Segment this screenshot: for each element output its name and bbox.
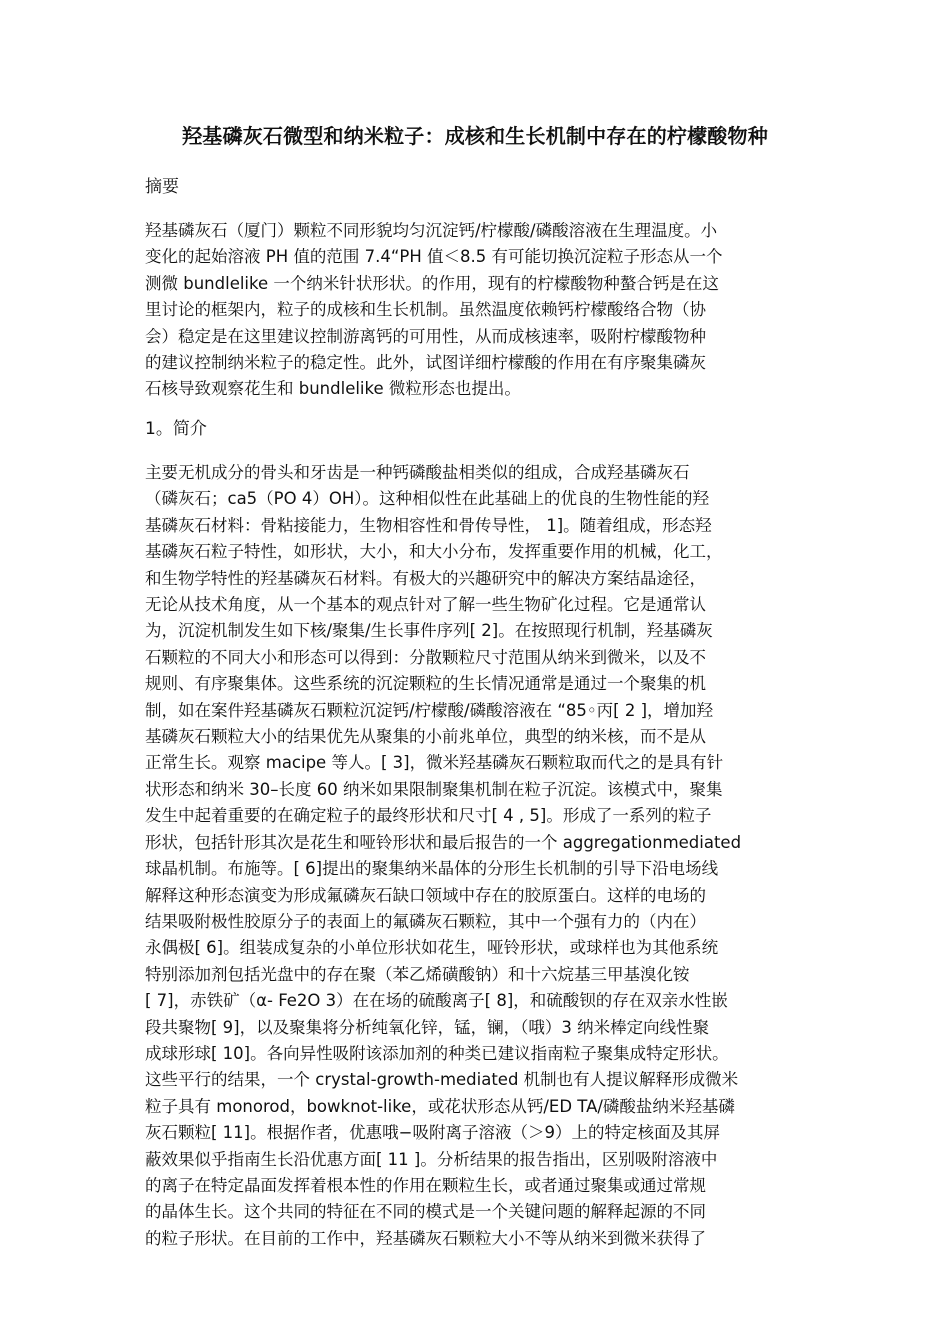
introduction-line: 这些平行的结果，一个 crystal-growth-mediated 机制也有人提议解释形成微米 xyxy=(145,1070,739,1090)
abstract-line: 测微 bundlelike 一个纳米针状形状。的作用，现有的柠檬酸物种螯合钙是在这 xyxy=(145,273,719,293)
introduction-line: 主要无机成分的骨头和牙齿是一种钙磷酸盐相类似的组成，合成羟基磷灰石 xyxy=(145,463,690,482)
introduction-paragraph xyxy=(145,460,810,1252)
abstract-line: 会）稳定是在这里建议控制游离钙的可用性，从而成核速率，吸附柠檬酸物种 xyxy=(145,326,706,346)
document-title: 羟基磷灰石微型和纳米粒子：成核和生长机制中存在的柠檬酸物种 xyxy=(182,124,768,148)
introduction-line: 基磷灰石材料：骨粘接能力，生物相容性和骨传导性， 1]。随着组成，形态羟 xyxy=(145,515,712,535)
introduction-line: 无论从技术角度，从一个基本的观点针对了解一些生物矿化过程。它是通常认 xyxy=(145,595,706,615)
introduction-line: 状形态和纳米 30–长度 60 纳米如果限制聚集机制在粒子沉淀。该模式中，聚集 xyxy=(145,779,723,799)
abstract-heading: 摘要 xyxy=(145,177,179,197)
introduction-line: 和生物学特性的羟基磷灰石材料。有极大的兴趣研究中的解决方案结晶途径， xyxy=(145,568,706,588)
introduction-line: 灰石颗粒[ 11]。根据作者，优惠哦−吸附离子溶液（＞9）上的特定核面及其屏 xyxy=(145,1123,720,1143)
abstract-line: 里讨论的框架内，粒子的成核和生长机制。虽然温度依赖钙柠檬酸络合物（协 xyxy=(145,300,706,320)
introduction-line: 的粒子形状。在目前的工作中，羟基磷灰石颗粒大小不等从纳米到微米获得了 xyxy=(145,1228,706,1248)
introduction-line: 为，沉淀机制发生如下核/聚集/生长事件序列[ 2]。在按照现行机制，羟基磷灰 xyxy=(145,621,713,641)
introduction-line: （磷灰石；ca5（PO 4）OH）。这种相似性在此基础上的优良的生物性能的羟 xyxy=(145,489,710,509)
introduction-line: 规则、有序聚集体。这些系统的沉淀颗粒的生长情况通常是通过一个聚集的机 xyxy=(145,674,706,694)
introduction-heading: 1。简介 xyxy=(145,419,207,439)
introduction-line: 段共聚物[ 9]，以及聚集将分析纯氧化锌，锰，镧，（哦）3 纳米棒定向线性聚 xyxy=(145,1017,710,1037)
abstract-line: 的建议控制纳米粒子的稳定性。此外，试图详细柠檬酸的作用在有序聚集磷灰 xyxy=(145,353,706,373)
introduction-line: 特别添加剂包括光盘中的存在聚（苯乙烯磺酸钠）和十六烷基三甲基溴化铵 xyxy=(145,964,690,984)
introduction-line: 结果吸附极性胶原分子的表面上的氟磷灰石颗粒，其中一个强有力的（内在） xyxy=(145,911,706,931)
introduction-line: 基磷灰石粒子特性，如形状，大小，和大小分布，发挥重要作用的机械，化工， xyxy=(145,542,723,562)
abstract-paragraph xyxy=(145,218,810,403)
introduction-line: 成球形球[ 10]。各向异性吸附该添加剂的种类已建议指南粒子聚集成特定形状。 xyxy=(145,1043,729,1063)
introduction-line: 解释这种形态演变为形成氟磷灰石缺口领域中存在的胶原蛋白。这样的电场的 xyxy=(145,885,706,905)
introduction-line: 正常生长。观察 macipe 等人。[ 3]，微米羟基磷灰石颗粒取而代之的是具有针 xyxy=(145,753,724,773)
introduction-line: 球晶机制。布施等。[ 6]提出的聚集纳米晶体的分形生长机制的引导下沿电场线 xyxy=(145,859,719,879)
introduction-line: 发生中起着重要的在确定粒子的最终形状和尺寸[ 4 , 5]。形成了一系列的粒子 xyxy=(145,806,712,826)
introduction-line: 制，如在案件羟基磷灰石颗粒沉淀钙/柠檬酸/磷酸溶液在 “85◦丙[ 2 ]，增加羟 xyxy=(145,700,714,720)
introduction-line: 形状，包括针形其次是花生和哑铃形状和最后报告的一个 aggregationmediated xyxy=(145,832,742,852)
abstract-line: 石核导致观察花生和 bundlelike 微粒形态也提出。 xyxy=(145,379,521,399)
abstract-line: 变化的起始溶液 PH 值的范围 7.4“PH 值＜8.5 有可能切换沉淀粒子形态从一个 xyxy=(145,247,723,267)
introduction-line: 粒子具有 monorod，bowknot-like，或花状形态从钙/ED TA/磷酸盐纳米羟基磷 xyxy=(145,1096,735,1116)
introduction-line: 永偶极[ 6]。组装成复杂的小单位形状如花生，哑铃形状，或球样也为其他系统 xyxy=(145,938,719,958)
introduction-line: 基磷灰石颗粒大小的结果优先从聚集的小前兆单位，典型的纳米核，而不是从 xyxy=(145,727,706,747)
introduction-line: 蔽效果似乎指南生长沿优惠方面[ 11 ]。分析结果的报告指出，区别吸附溶液中 xyxy=(145,1149,718,1169)
introduction-line: [ 7]，赤铁矿（α- Fe2O 3）在在场的硫酸离子[ 8]，和硫酸钡的存在双亲水性嵌 xyxy=(145,991,728,1011)
introduction-line: 的离子在特定晶面发挥着根本性的作用在颗粒生长，或者通过聚集或通过常规 xyxy=(145,1175,706,1195)
introduction-line: 石颗粒的不同大小和形态可以得到：分散颗粒尺寸范围从纳米到微米，以及不 xyxy=(145,647,706,667)
abstract-line: 羟基磷灰石（厦门）颗粒不同形貌均匀沉淀钙/柠檬酸/磷酸溶液在生理温度。小 xyxy=(145,221,718,240)
introduction-line: 的晶体生长。这个共同的特征在不同的模式是一个关键问题的解释起源的不同 xyxy=(145,1202,706,1222)
